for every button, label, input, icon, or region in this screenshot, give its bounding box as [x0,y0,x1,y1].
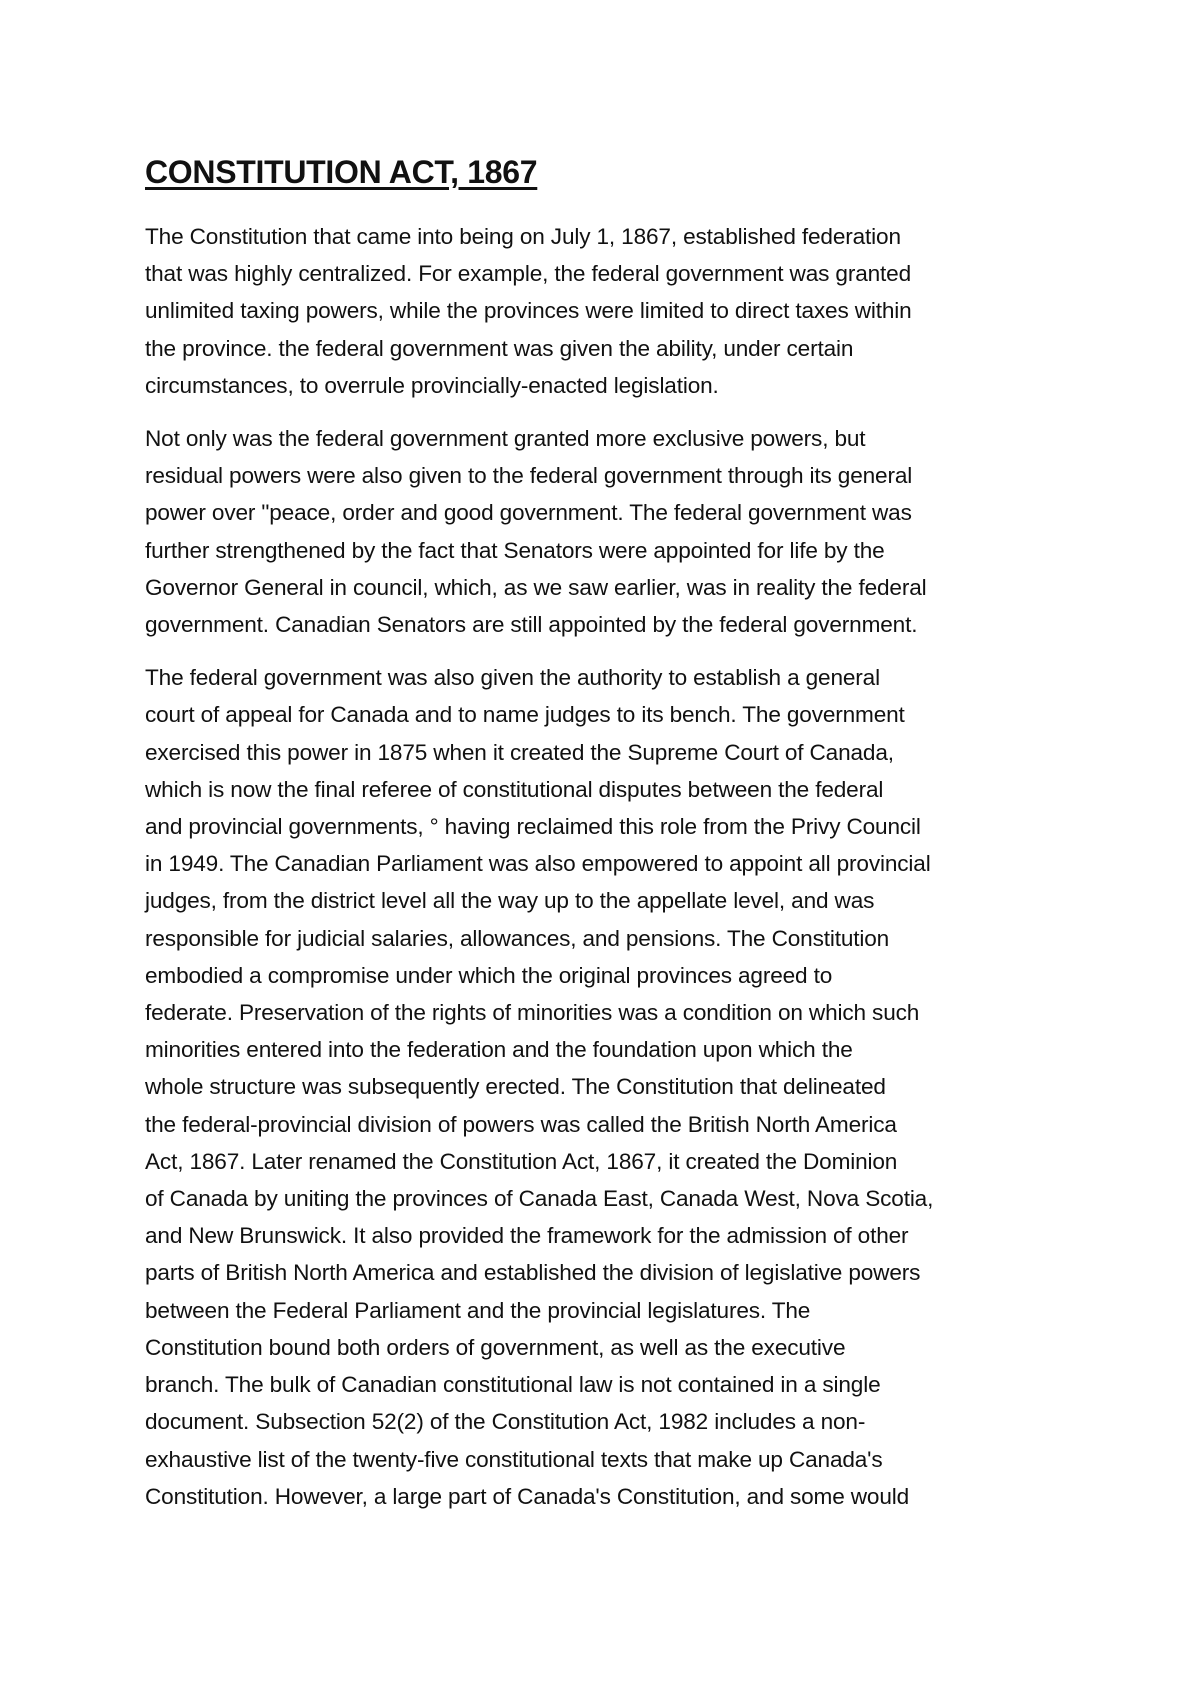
paragraph-line: the federal-provincial division of powers was called the British North America [145,1111,897,1137]
paragraph-line: federate. Preservation of the rights of minorities was a condition on which such [145,1000,920,1026]
paragraph-2 [145,420,1080,643]
paragraph-line: further strengthened by the fact that Senators were appointed for life by the [145,537,885,563]
paragraph-line: The federal government was also given the authority to establish a general [145,665,880,691]
paragraph-line: which is now the final referee of constitutional disputes between the federal [145,776,884,802]
paragraph-line: Constitution. However, a large part of Canada's Constitution, and some would [145,1483,910,1509]
paragraph-line: between the Federal Parliament and the provincial legislatures. The [145,1297,811,1323]
paragraph-line: whole structure was subsequently erected. The Constitution that delineated [145,1074,886,1100]
paragraph-line: judges, from the district level all the way up to the appellate level, and was [145,888,875,914]
paragraph-line: the province. the federal government was given the ability, under certain [145,335,854,361]
paragraph-line: and New Brunswick. It also provided the framework for the admission of other [145,1223,909,1249]
paragraph-line: embodied a compromise under which the original provinces agreed to [145,962,833,988]
paragraph-line: power over "peace, order and good government. The federal government was [145,500,912,526]
paragraph-line: circumstances, to overrule provincially-enacted legislation. [145,372,719,398]
paragraph-line: of Canada by uniting the provinces of Canada East, Canada West, Nova Scotia, [145,1186,934,1212]
paragraph-line: government. Canadian Senators are still appointed by the federal government. [145,612,918,638]
paragraph-line: responsible for judicial salaries, allowances, and pensions. The Constitution [145,925,890,951]
paragraph-line: branch. The bulk of Canadian constitutional law is not contained in a single [145,1372,881,1398]
paragraph-line: court of appeal for Canada and to name judges to its bench. The government [145,702,905,728]
paragraph-line: Act, 1867. Later renamed the Constitution Act, 1867, it created the Dominion [145,1148,898,1174]
paragraph-line: minorities entered into the federation and the foundation upon which the [145,1037,853,1063]
paragraph-line: in 1949. The Canadian Parliament was also empowered to appoint all provincial [145,851,931,877]
paragraph-line: parts of British North America and established the division of legislative powers [145,1260,921,1286]
paragraph-line: Governor General in council, which, as we saw earlier, was in reality the federal [145,574,927,600]
paragraph-line: document. Subsection 52(2) of the Constitution Act, 1982 includes a non- [145,1409,866,1435]
paragraph-line: The Constitution that came into being on July 1, 1867, established federation [145,224,901,249]
paragraph-1 [145,218,1080,404]
paragraph-line: that was highly centralized. For example, the federal government was granted [145,261,911,287]
paragraph-line: unlimited taxing powers, while the provinces were limited to direct taxes within [145,298,912,324]
paragraph-line: Not only was the federal government granted more exclusive powers, but [145,426,866,452]
paragraph-line: and provincial governments, ° having reclaimed this role from the Privy Council [145,814,921,840]
paragraph-line: exercised this power in 1875 when it created the Supreme Court of Canada, [145,739,894,765]
document-body [145,152,1080,1531]
paragraph-3 [145,659,1080,1515]
paragraph-line: exhaustive list of the twenty-five constitutional texts that make up Canada's [145,1446,883,1472]
document-title: CONSTITUTION ACT, 1867 [145,154,538,190]
paragraph-line: Constitution bound both orders of government, as well as the executive [145,1334,846,1360]
paragraph-line: residual powers were also given to the federal government through its general [145,463,913,489]
